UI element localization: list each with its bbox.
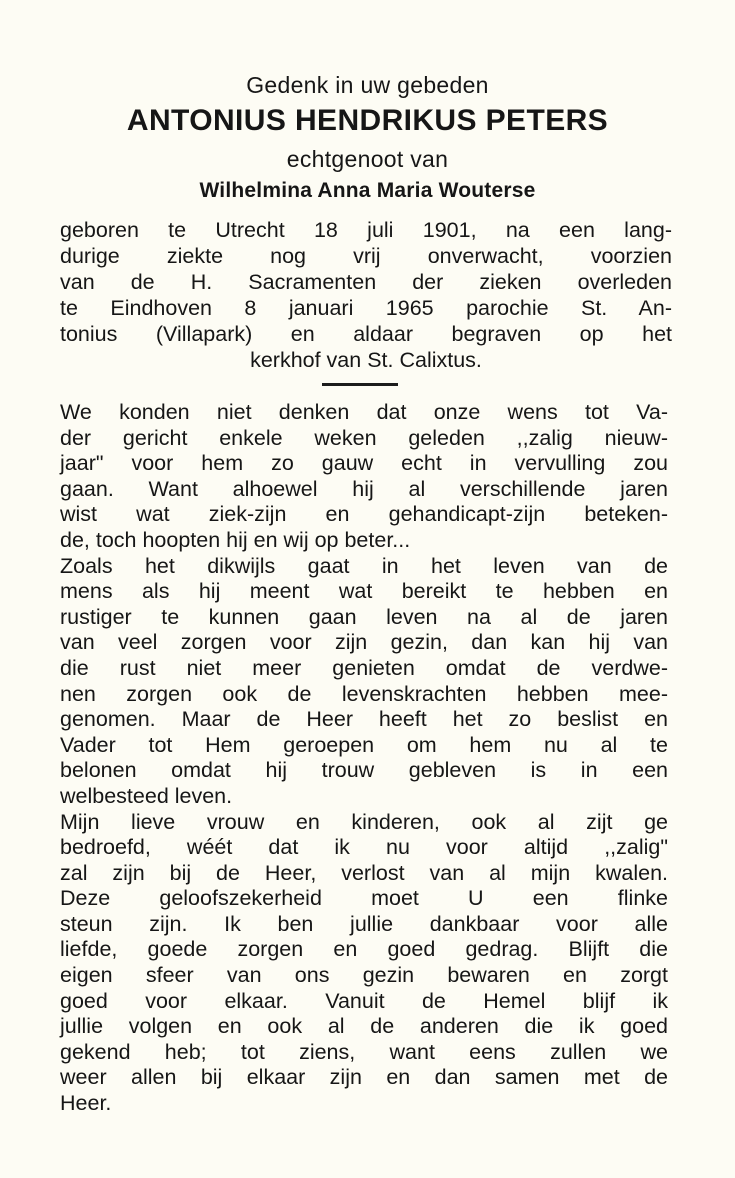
text-line: weer allen bij elkaar zijn en dan samen met de	[60, 1065, 668, 1090]
bio-line: kerkhof van St. Calixtus.	[250, 348, 482, 372]
text-line: gaan. Want alhoewel hij al verschillende jaren	[60, 476, 668, 501]
bio-line: van de H. Sacramenten der zieken overleden	[60, 270, 672, 294]
text-line: steun zijn. Ik ben jullie dankbaar voor alle	[60, 911, 668, 936]
text-line: Heer.	[60, 1091, 112, 1116]
text-line: Vader tot Hem geroepen om hem nu al te	[60, 732, 668, 757]
spouse-label: echtgenoot van	[286, 146, 449, 172]
text-line: der gericht enkele weken geleden ,,zalig nieuw-	[60, 425, 668, 450]
text-line: zal zijn bij de Heer, verlost van al mijn kwalen.	[60, 860, 668, 885]
bio-line: durige ziekte nog vrij onverwacht, voorzien	[60, 244, 672, 268]
intro-text: Gedenk in uw gebeden	[246, 72, 489, 98]
deceased-name: ANTONIUS HENDRIKUS PETERS	[126, 104, 609, 137]
text-line: We konden niet denken dat onze wens tot Va-	[60, 400, 668, 424]
text-line: welbesteed leven.	[60, 783, 233, 808]
text-line: wist wat ziek-zijn en gehandicapt-zijn beteken-	[60, 502, 668, 527]
bio-line: te Eindhoven 8 januari 1965 parochie St. An-	[60, 296, 672, 320]
section-divider	[322, 383, 398, 386]
text-line: belonen omdat hij trouw gebleven is in een	[60, 758, 668, 783]
bio-line: geboren te Utrecht 18 juli 1901, na een lang-	[60, 218, 672, 242]
bio-line: tonius (Villapark) en aldaar begraven op het	[60, 322, 672, 346]
text-line: Mijn lieve vrouw en kinderen, ook al zijt ge	[60, 809, 668, 834]
text-line: Deze geloofszekerheid moet U een flinke	[60, 886, 668, 911]
text-line: de, toch hoopten hij en wij op beter...	[60, 527, 411, 552]
text-line: rustiger te kunnen gaan leven na al de jaren	[60, 604, 668, 629]
biography-paragraph	[60, 217, 672, 373]
text-line: jullie volgen en ook al de anderen die ik goed	[60, 1014, 668, 1039]
text-line: die rust niet meer genieten omdat de verdwe-	[60, 655, 668, 680]
text-line: gekend heb; tot ziens, want eens zullen we	[60, 1039, 668, 1064]
text-line: mens als hij meent wat bereikt te hebben en	[60, 579, 668, 604]
text-line: van veel zorgen voor zijn gezin, dan kan hij van	[60, 630, 668, 655]
text-line: goed voor elkaar. Vanuit de Hemel blijf ik	[60, 988, 668, 1013]
text-line: liefde, goede zorgen en goed gedrag. Blijft die	[60, 937, 668, 962]
text-line: Zoals het dikwijls gaat in het leven van de	[60, 553, 668, 578]
spouse-name: Wilhelmina Anna Maria Wouterse	[199, 179, 536, 202]
memorial-text	[60, 400, 668, 1117]
text-line: bedroefd, wéét dat ik nu voor altijd ,,zalig"	[60, 835, 668, 860]
text-line: eigen sfeer van ons gezin bewaren en zorgt	[60, 963, 668, 988]
text-line: genomen. Maar de Heer heeft het zo beslist en	[60, 707, 668, 732]
text-line: nen zorgen ook de levenskrachten hebben mee-	[60, 681, 668, 706]
text-line: jaar" voor hem zo gauw echt in vervulling zou	[60, 451, 668, 476]
